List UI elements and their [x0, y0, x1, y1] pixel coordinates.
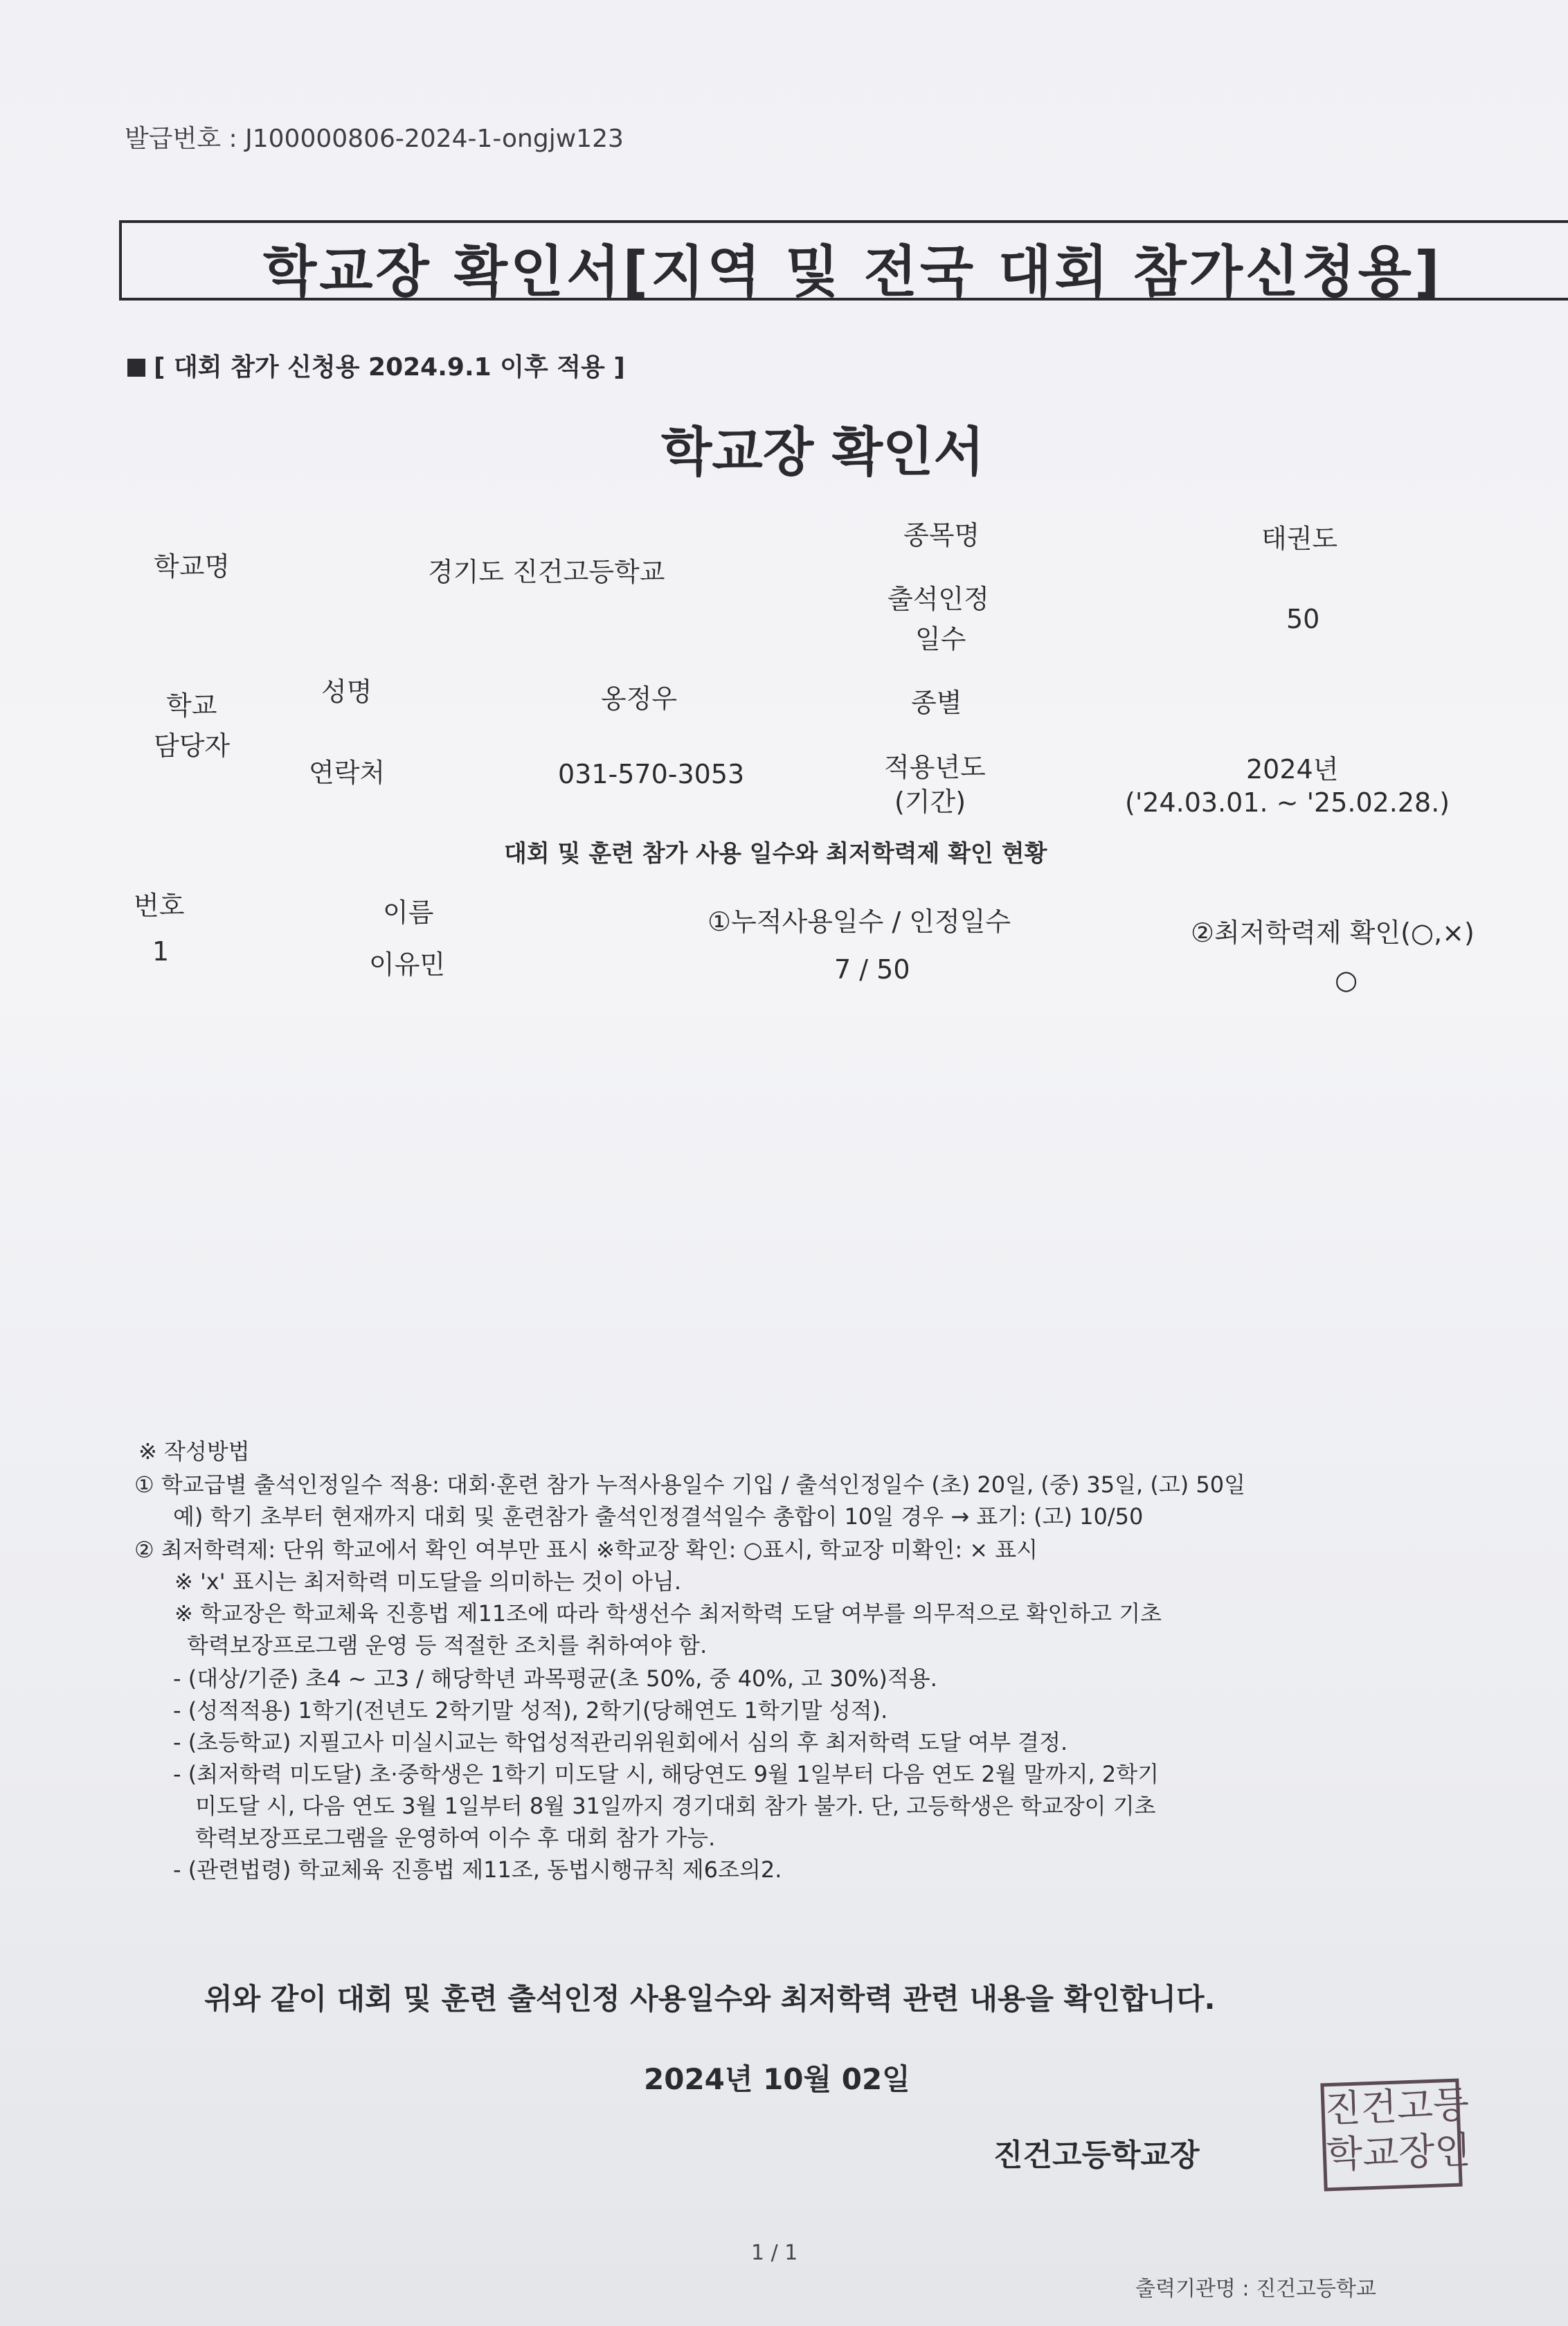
note-line: - (최저학력 미도달) 초·중학생은 1학기 미도달 시, 해당연도 9월 1일부터 다음 연도 2월 말까지, 2학기 — [173, 1761, 1160, 1787]
note-line: - (성적적용) 1학기(전년도 2학기말 성적), 2학기(당해연도 1학기말 성적). — [173, 1697, 888, 1724]
note-line: 학력보장프로그램 운영 등 적절한 조치를 취하여야 함. — [187, 1632, 708, 1658]
page-number: 1 / 1 — [751, 2241, 798, 2265]
issue-date: 2024년 10월 02일 — [644, 2062, 910, 2096]
header-min-academic: ②최저학력제 확인(○,×) — [1191, 918, 1475, 948]
contact-value: 031-570-3053 — [558, 759, 745, 789]
name-label: 성명 — [321, 677, 372, 707]
printer-info: 출력기관명 : 진건고등학교 — [1135, 2277, 1376, 2301]
manager-label-line2: 담당자 — [154, 731, 231, 761]
school-value: 경기도 진건고등학교 — [428, 557, 665, 587]
attend-label-line2: 일수 — [915, 624, 966, 654]
sport-value: 태권도 — [1261, 524, 1338, 554]
header-number: 번호 — [134, 891, 185, 921]
note-line: ※ 학교장은 학교체육 진흥법 제11조에 따라 학생선수 최저학력 도달 여부를 의무적으로 확인하고 기초 — [174, 1600, 1162, 1627]
principal-signature: 진건고등학교장 — [993, 2138, 1200, 2173]
square-bullet-icon — [127, 359, 145, 377]
year-period: ('24.03.01. ~ '25.02.28.) — [1125, 787, 1450, 818]
document-title: 학교장 확인서[지역 및 전국 대회 참가신청용] — [263, 240, 1443, 304]
name-value: 옹정우 — [601, 683, 678, 714]
note-line: - (대상/기준) 초4 ~ 고3 / 해당학년 과목평균(초 50%, 중 40%, 고 30%)적용. — [173, 1665, 937, 1692]
school-seal: 진건고등 학교장인 — [1320, 2079, 1462, 2192]
confirmation-statement: 위와 같이 대회 및 훈련 출석인정 사용일수와 최저학력 관련 내용을 확인합니다. — [204, 1982, 1216, 2016]
note-line: ① 학교급별 출석인정일수 적용: 대회·훈련 참가 누적사용일수 기입 / 출석인정일수 (초) 20일, (중) 35일, (고) 50일 — [134, 1471, 1246, 1498]
section-heading: 대회 및 훈련 참가 사용 일수와 최저학력제 확인 현황 — [504, 840, 1047, 868]
issue-number: 발급번호 : J100000806-2024-1-ongjw123 — [125, 125, 624, 153]
kind-label: 종별 — [911, 688, 962, 718]
note-line: 미도달 시, 다음 연도 3월 1일부터 8월 31일까지 경기대회 참가 불가. 단, 고등학생은 학교장이 기초 — [195, 1793, 1156, 1819]
year-label-line2: (기간) — [894, 787, 966, 817]
header-name: 이름 — [383, 897, 434, 928]
apply-note-text: [ 대회 참가 신청용 2024.9.1 이후 적용 ] — [154, 353, 625, 382]
year-label-line1: 적용년도 — [884, 752, 986, 782]
attend-label-line1: 출석인정 — [887, 584, 989, 614]
row-1-name: 이유민 — [369, 949, 446, 980]
manager-label-line1: 학교 — [166, 690, 217, 721]
row-1-number: 1 — [152, 936, 170, 967]
apply-note — [127, 348, 625, 383]
subtitle: 학교장 확인서 — [661, 421, 984, 483]
row-1-min-academic: ○ — [1335, 965, 1358, 995]
row-1-days: 7 / 50 — [834, 954, 910, 985]
contact-label: 연락처 — [309, 758, 386, 788]
sport-label: 종목명 — [903, 520, 980, 551]
note-line: - (관련법령) 학교체육 진흥법 제11조, 동법시행규칙 제6조의2. — [173, 1857, 782, 1883]
note-line: 학력보장프로그램을 운영하여 이수 후 대회 참가 가능. — [195, 1825, 716, 1851]
note-line: 예) 학기 초부터 현재까지 대회 및 훈련참가 출석인정결석일수 총합이 10일 경우 → 표기: (고) 10/50 — [173, 1503, 1144, 1530]
notes-heading: ※ 작성방법 — [138, 1438, 250, 1465]
school-label: 학교명 — [154, 551, 231, 582]
header-days: ①누적사용일수 / 인정일수 — [708, 906, 1011, 937]
year-value: 2024년 — [1246, 754, 1339, 785]
attend-value: 50 — [1286, 604, 1320, 634]
note-line: ② 최저학력제: 단위 학교에서 확인 여부만 표시 ※학교장 확인: ○표시, 학교장 미확인: × 표시 — [134, 1537, 1038, 1563]
note-line: - (초등학교) 지필고사 미실시교는 학업성적관리위원회에서 심의 후 최저학력 도달 여부 결정. — [173, 1729, 1068, 1755]
note-line: ※ 'x' 표시는 최저학력 미도달을 의미하는 것이 아님. — [174, 1568, 682, 1595]
